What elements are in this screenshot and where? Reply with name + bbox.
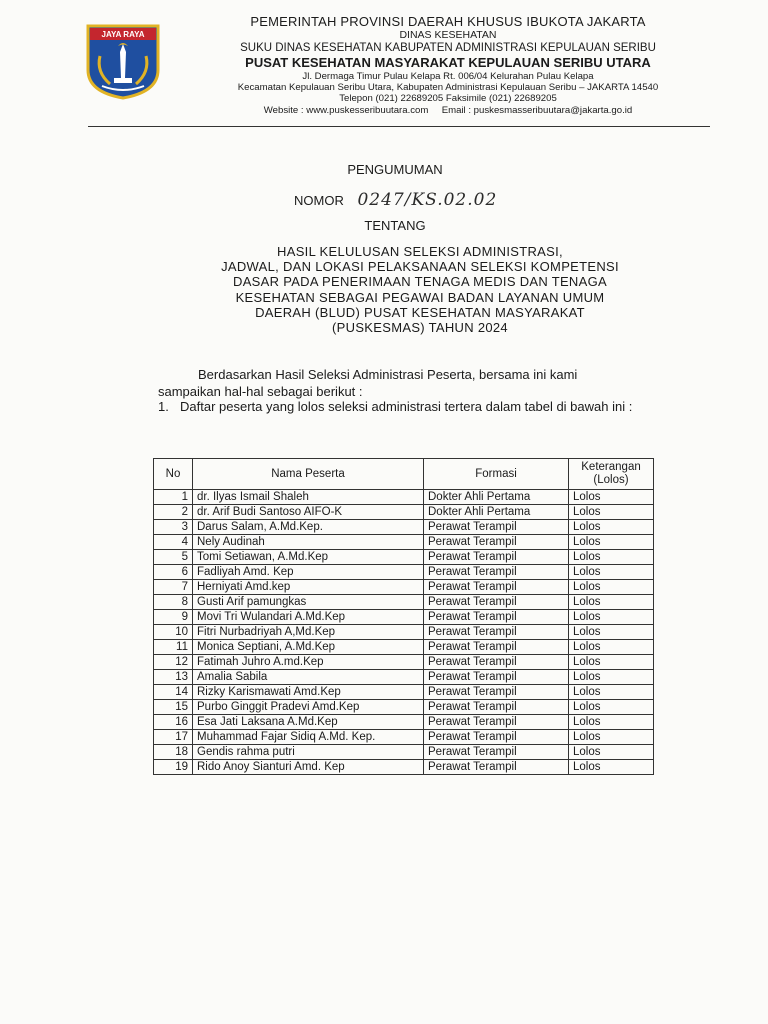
cell-formasi: Perawat Terampil (424, 520, 569, 535)
cell-keterangan: Lolos (569, 700, 654, 715)
cell-keterangan: Lolos (569, 490, 654, 505)
list-item-number: 1. (158, 399, 169, 414)
header-formasi: Formasi (424, 459, 569, 490)
cell-formasi: Perawat Terampil (424, 610, 569, 625)
cell-formasi: Dokter Ahli Pertama (424, 505, 569, 520)
letterhead-text (178, 14, 718, 116)
cell-no: 1 (154, 490, 193, 505)
cell-keterangan: Lolos (569, 610, 654, 625)
cell-no: 17 (154, 730, 193, 745)
cell-formasi: Perawat Terampil (424, 550, 569, 565)
document-number-handwritten: 0247/KS.02.02 (357, 190, 498, 210)
title-line: HASIL KELULUSAN SELEKSI ADMINISTRASI, (277, 244, 563, 259)
cell-formasi: Perawat Terampil (424, 565, 569, 580)
letterhead-suku-dinas-line: SUKU DINAS KESEHATAN KABUPATEN ADMINISTRASI KEPULAUAN SERIBU (240, 41, 656, 54)
cell-keterangan: Lolos (569, 685, 654, 700)
cell-formasi: Perawat Terampil (424, 745, 569, 760)
cell-no: 19 (154, 760, 193, 775)
cell-keterangan: Lolos (569, 640, 654, 655)
table-row (154, 535, 654, 550)
table-row (154, 610, 654, 625)
table-row (154, 760, 654, 775)
cell-nama-peserta: Gendis rahma putri (193, 745, 424, 760)
intro-paragraph (158, 366, 648, 400)
cell-formasi: Dokter Ahli Pertama (424, 490, 569, 505)
cell-nama-peserta: Rizky Karismawati Amd.Kep (193, 685, 424, 700)
cell-formasi: Perawat Terampil (424, 715, 569, 730)
cell-no: 3 (154, 520, 193, 535)
cell-keterangan: Lolos (569, 655, 654, 670)
cell-nama-peserta: Esa Jati Laksana A.Md.Kep (193, 715, 424, 730)
cell-nama-peserta: Nely Audinah (193, 535, 424, 550)
cell-formasi: Perawat Terampil (424, 535, 569, 550)
table-row (154, 655, 654, 670)
cell-formasi: Perawat Terampil (424, 730, 569, 745)
cell-formasi: Perawat Terampil (424, 595, 569, 610)
cell-keterangan: Lolos (569, 670, 654, 685)
cell-nama-peserta: Tomi Setiawan, A.Md.Kep (193, 550, 424, 565)
cell-nama-peserta: Darus Salam, A.Md.Kep. (193, 520, 424, 535)
table-row (154, 550, 654, 565)
cell-nama-peserta: Fadliyah Amd. Kep (193, 565, 424, 580)
cell-no: 10 (154, 625, 193, 640)
letterhead (0, 0, 768, 135)
document-number-label: NOMOR (294, 193, 344, 208)
cell-nama-peserta: dr. Ilyas Ismail Shaleh (193, 490, 424, 505)
cell-formasi: Perawat Terampil (424, 760, 569, 775)
title-line: JADWAL, DAN LOKASI PELAKSANAAN SELEKSI KOMPETENSI (221, 259, 619, 275)
jakarta-emblem-logo (84, 22, 162, 100)
document-number-row (294, 190, 497, 210)
cell-no: 14 (154, 685, 193, 700)
cell-keterangan: Lolos (569, 580, 654, 595)
header-nama-peserta: Nama Peserta (193, 459, 424, 490)
cell-no: 7 (154, 580, 193, 595)
cell-nama-peserta: Amalia Sabila (193, 670, 424, 685)
table-row (154, 505, 654, 520)
cell-formasi: Perawat Terampil (424, 655, 569, 670)
cell-formasi: Perawat Terampil (424, 580, 569, 595)
table-row (154, 700, 654, 715)
title-line: DASAR PADA PENERIMAAN TENAGA MEDIS DAN TENAGA (233, 274, 607, 290)
table-row (154, 565, 654, 580)
cell-no: 8 (154, 595, 193, 610)
cell-nama-peserta: Purbo Ginggit Pradevi Amd.Kep (193, 700, 424, 715)
cell-nama-peserta: Monica Septiani, A.Md.Kep (193, 640, 424, 655)
cell-formasi: Perawat Terampil (424, 670, 569, 685)
cell-no: 11 (154, 640, 193, 655)
list-item-text: Daftar peserta yang lolos seleksi administrasi tertera dalam tabel di bawah ini : (180, 399, 633, 414)
cell-keterangan: Lolos (569, 535, 654, 550)
table-row (154, 685, 654, 700)
cell-nama-peserta: Fitri Nurbadriyah A,Md.Kep (193, 625, 424, 640)
cell-keterangan: Lolos (569, 625, 654, 640)
cell-keterangan: Lolos (569, 760, 654, 775)
cell-no: 13 (154, 670, 193, 685)
cell-keterangan: Lolos (569, 505, 654, 520)
intro-line: Berdasarkan Hasil Seleksi Administrasi Peserta, bersama ini kami (198, 367, 578, 382)
cell-no: 2 (154, 505, 193, 520)
cell-nama-peserta: dr. Arif Budi Santoso AIFO-K (193, 505, 424, 520)
cell-keterangan: Lolos (569, 550, 654, 565)
cell-keterangan: Lolos (569, 520, 654, 535)
header-no: No (154, 459, 193, 490)
cell-nama-peserta: Muhammad Fajar Sidiq A.Md. Kep. (193, 730, 424, 745)
letterhead-divider (88, 126, 710, 127)
title-line: KESEHATAN SEBAGAI PEGAWAI BADAN LAYANAN UMUM (235, 289, 605, 305)
title-line: DAERAH (BLUD) PUSAT KESEHATAN MASYARAKAT (255, 304, 585, 320)
announcement-heading: PENGUMUMAN (347, 162, 443, 177)
letterhead-department-line: DINAS KESEHATAN (399, 29, 497, 42)
table-row (154, 670, 654, 685)
cell-formasi: Perawat Terampil (424, 685, 569, 700)
cell-formasi: Perawat Terampil (424, 700, 569, 715)
table-row (154, 580, 654, 595)
letterhead-web-email-line: Website : www.puskesseribuutara.com Email : puskesmasseribuutara@jakarta.go.id (263, 104, 633, 116)
cell-keterangan: Lolos (569, 565, 654, 580)
cell-nama-peserta: Herniyati Amd.kep (193, 580, 424, 595)
table-row (154, 730, 654, 745)
cell-no: 6 (154, 565, 193, 580)
cell-keterangan: Lolos (569, 745, 654, 760)
intro-line: sampaikan hal-hal sebagai berikut : (158, 384, 363, 399)
cell-no: 16 (154, 715, 193, 730)
cell-formasi: Perawat Terampil (424, 640, 569, 655)
cell-keterangan: Lolos (569, 595, 654, 610)
header-keterangan: Keterangan (Lolos) (569, 459, 654, 490)
cell-nama-peserta: Rido Anoy Sianturi Amd. Kep (193, 760, 424, 775)
cell-no: 9 (154, 610, 193, 625)
letterhead-address-line1: Jl. Dermaga Timur Pulau Kelapa Rt. 006/04 Kelurahan Pulau Kelapa (302, 70, 594, 82)
list-item (158, 398, 648, 415)
table-row (154, 745, 654, 760)
table-row (154, 520, 654, 535)
table-row (154, 490, 654, 505)
table-row (154, 715, 654, 730)
table-row (154, 595, 654, 610)
logo-text: JAYA RAYA (101, 30, 145, 39)
cell-no: 12 (154, 655, 193, 670)
cell-no: 18 (154, 745, 193, 760)
title-line: (PUSKESMAS) TAHUN 2024 (332, 320, 508, 336)
table-row (154, 640, 654, 655)
letterhead-address-line2: Kecamatan Kepulauan Seribu Utara, Kabupaten Administrasi Kepulauan Seribu – JAKARTA 14540 (237, 81, 659, 93)
cell-keterangan: Lolos (569, 715, 654, 730)
letterhead-puskesmas-line: PUSAT KESEHATAN MASYARAKAT KEPULAUAN SERIBU UTARA (245, 55, 651, 71)
announcement-title (150, 244, 690, 335)
cell-nama-peserta: Fatimah Juhro A.md.Kep (193, 655, 424, 670)
cell-no: 4 (154, 535, 193, 550)
cell-no: 15 (154, 700, 193, 715)
participant-table (153, 458, 654, 775)
cell-nama-peserta: Gusti Arif pamungkas (193, 595, 424, 610)
letterhead-phone-line: Telepon (021) 22689205 Faksimile (021) 22689205 (339, 93, 557, 105)
cell-nama-peserta: Movi Tri Wulandari A.Md.Kep (193, 610, 424, 625)
cell-formasi: Perawat Terampil (424, 625, 569, 640)
table-row (154, 625, 654, 640)
letterhead-government-line: PEMERINTAH PROVINSI DAERAH KHUSUS IBUKOTA JAKARTA (250, 14, 646, 29)
cell-no: 5 (154, 550, 193, 565)
cell-keterangan: Lolos (569, 730, 654, 745)
table-header-row (154, 459, 654, 490)
subject-label: TENTANG (364, 218, 426, 233)
